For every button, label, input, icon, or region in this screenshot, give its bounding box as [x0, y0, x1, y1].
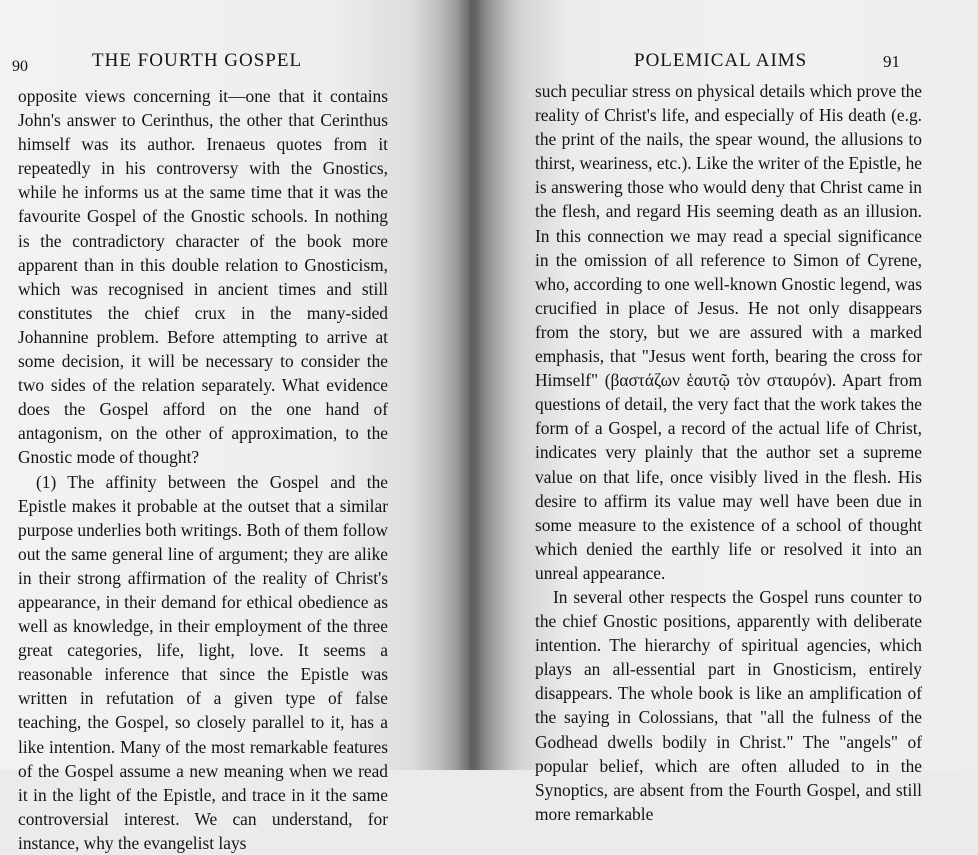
left-page-body	[18, 84, 388, 855]
page-number-left: 90	[12, 58, 28, 76]
left-paragraph-1: opposite views concerning it—one that it contains John's answer to Cerinthus, the other that Cerinthus himself was its author. Irenaeus quotes from it repeatedly in his controversy with the Gnostics, while he informs us at the same time that it was the favourite Gospel of the Gnostic schools. In nothing is the contradictory character of the book more apparent than in this double relation to Gnosticism, which was recognised in ancient times and still constitutes the chief crux in the many-sided Johannine problem. Before attempting to arrive at some decision, it will be necessary to consider the two sides of the relation separately. What evidence does the Gospel afford on the one hand of antagonism, on the other of approximation, to the Gnostic mode of thought?	[18, 84, 388, 470]
right-paragraph-1: such peculiar stress on physical details which prove the reality of Christ's life, and especially of His death (e.g. the print of the nails, the spear wound, the allusions to thirst, weariness, etc.). Like the writer of the Epistle, he is answering those who would deny that Christ came in the flesh, and regard His seeming death as an illusion. In this connection we may read a special significance in the omission of all reference to Simon of Cyrene, who, according to one well-known Gnostic legend, was crucified in place of Jesus. He not only disappears from the story, but we are assured with a marked emphasis, that "Jesus went forth, bearing the cross for Himself" (βαστάζων ἑαυτῷ τὸν σταυρόν). Apart from questions of detail, the very fact that the work takes the form of a Gospel, a record of the actual life of Christ, indicates very plainly that the author set a supreme value on that life, once visibly lived in the flesh. His desire to affirm its value may well have been due in some measure to the existence of a school of thought which denied the earthly life or resolved it into an unreal appearance.	[535, 79, 922, 585]
running-head-left: THE FOURTH GOSPEL	[92, 50, 302, 72]
running-head-right: POLEMICAL AIMS	[634, 50, 807, 72]
right-page	[470, 0, 978, 770]
right-page-body	[535, 79, 922, 826]
page-number-right: 91	[883, 52, 900, 72]
left-paragraph-2: (1) The affinity between the Gospel and the Epistle makes it probable at the outset that a similar purpose underlies both writings. Both of them follow out the same general line of argument; they are alike in their strong affirmation of the reality of Christ's appearance, in their demand for ethical obedience as well as knowledge, in their employment of the three great categories, life, light, love. It seems a reasonable inference that since the Epistle was written in refutation of a given type of false teaching, the Gospel, so closely parallel to it, has a like intention. Many of the most remarkable features of the Gospel assume a new meaning when we read it in the light of the Epistle, and trace in it the same controversial interest. We can understand, for instance, why the evangelist lays	[18, 470, 388, 855]
left-page	[0, 0, 470, 770]
right-paragraph-2: In several other respects the Gospel runs counter to the chief Gnostic positions, apparently with deliberate intention. The hierarchy of spiritual agencies, which plays an all-essential part in Gnosticism, entirely disappears. The whole book is like an amplification of the saying in Colossians, that "all the fulness of the Godhead dwells bodily in Christ." The "angels" of popular belief, which are often alluded to in the Synoptics, are absent from the Fourth Gospel, and still more remarkable	[535, 585, 922, 826]
